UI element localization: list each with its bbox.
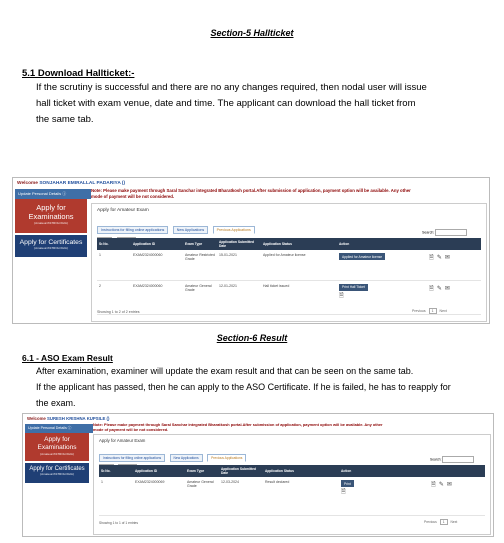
column-header[interactable]: Action [339, 465, 429, 477]
cell-application-id: EXAM2324000060 [131, 250, 183, 280]
column-header[interactable]: Application ID [131, 238, 183, 250]
column-header[interactable]: Action [337, 238, 427, 250]
message-icon[interactable]: ✉ [444, 255, 450, 261]
cell-date: 15-01-2021 [217, 250, 261, 280]
attachment-icon[interactable]: ✎ [438, 482, 444, 488]
apply-examinations-sub: (Amateur/ASTROLOGIA) [34, 221, 68, 225]
update-personal-details-button[interactable]: Update Personal Details ⓘ [15, 189, 91, 199]
paragraph-line: the same tab. [36, 114, 94, 125]
table-footer: Showing 1 to 2 of 2 entries [97, 310, 140, 314]
cell-exam-type: Amateur Restricted Grade [183, 250, 217, 280]
page-1-button[interactable]: 1 [429, 308, 437, 314]
column-header[interactable]: Application Submitted Date [217, 238, 261, 250]
document-icon[interactable]: 🗎 [429, 255, 434, 261]
cell-sr: 2 [97, 280, 131, 314]
document-icon[interactable]: 🗎 [431, 482, 436, 488]
cell-action [337, 250, 427, 280]
tab-previous-applications[interactable]: Previous Applications [207, 454, 246, 462]
paragraph-line: the exam. [36, 398, 76, 408]
tab-new-applications[interactable]: New Applications [173, 226, 208, 234]
attachment-icon[interactable]: ✎ [436, 255, 442, 261]
previous-button[interactable]: Previous [412, 309, 426, 313]
column-header[interactable]: Sr.No. [97, 238, 131, 250]
column-header[interactable]: Exam Type [183, 238, 217, 250]
hallticket-screenshot [12, 177, 490, 324]
section-5-title: Section-5 Hallticket [210, 28, 294, 38]
print-hall-ticket-button[interactable]: Print Hall Ticket [339, 284, 368, 291]
apply-certificates-label: Apply for Certificates [29, 466, 85, 472]
cell-date: 12-03-2024 [219, 477, 263, 515]
action-button[interactable]: Applied for Amateur license [339, 253, 385, 260]
cell-date: 12-01-2021 [217, 280, 261, 314]
next-button[interactable]: Next [439, 309, 447, 313]
section-5-paragraph [36, 80, 427, 128]
result-screenshot [22, 413, 494, 537]
section-6-subheading: 6.1 - ASO Exam Result [22, 353, 113, 363]
cell-sr: 1 [97, 250, 131, 280]
tab-previous-applications[interactable]: Previous Applications [213, 226, 255, 234]
page-1-button[interactable]: 1 [440, 519, 448, 525]
cell-sr: 1 [99, 477, 133, 515]
cell-status: Applied for Amateur license [261, 250, 337, 280]
table-footer: Showing 1 to 1 of 1 entries [99, 521, 139, 525]
message-icon[interactable]: ✉ [446, 482, 452, 488]
pagination [412, 309, 447, 313]
apply-certificates-sub: (Amateur/ASTROLOGIA) [40, 472, 74, 476]
search-input[interactable] [435, 229, 467, 236]
applications-table [97, 238, 481, 315]
next-button[interactable]: Next [450, 520, 458, 524]
apply-certificates-label: Apply for Certificates [19, 239, 83, 246]
previous-button[interactable]: Previous [424, 520, 437, 524]
panel-title: Apply for Amateur Exam [97, 208, 149, 213]
document-icon[interactable]: 🗎 [429, 285, 434, 292]
cell-action [339, 477, 429, 515]
cell-exam-type: Amateur General Grade [183, 280, 217, 314]
column-header[interactable]: Application Status [261, 238, 337, 250]
paragraph-line: If the scrutiny is successful and there are no any changes required, then nodal user will issue [36, 82, 427, 93]
tab-instructions[interactable]: Instructions for filling online applications [97, 226, 168, 234]
table-header [99, 465, 485, 477]
apply-examinations-label: Apply for Examinations [37, 436, 77, 451]
exam-panel [91, 203, 487, 322]
column-header [429, 465, 485, 477]
panel-title: Apply for Amateur Exam [99, 438, 146, 443]
apply-examinations-button[interactable] [15, 199, 87, 233]
welcome-text: Welcome SURESH KRISHNA KUPSILE () [27, 416, 110, 421]
tab-new-applications[interactable]: New Applications [170, 454, 203, 462]
column-header[interactable]: Sr.No. [99, 465, 133, 477]
column-header[interactable]: Application ID [133, 465, 185, 477]
search-label: Search: [430, 457, 442, 462]
search-input[interactable] [442, 456, 474, 463]
exam-panel [93, 434, 491, 535]
search-label: Search: [422, 230, 435, 235]
column-header [427, 238, 481, 250]
user-name: SONJAHAR EMIRALLAL PADARIYA () [39, 181, 126, 186]
table-header [97, 238, 481, 250]
document-icon[interactable]: 🗎 [341, 489, 346, 495]
pagination [424, 520, 457, 524]
message-icon[interactable]: ✉ [444, 285, 450, 292]
apply-certificates-button[interactable] [25, 463, 89, 483]
column-header[interactable]: Application Submitted Date [219, 465, 263, 477]
tab-instructions[interactable]: Instructions for filling online applications [99, 454, 165, 462]
search-box [422, 229, 467, 236]
applications-table [99, 465, 485, 516]
paragraph-line: hall ticket with exam venue, date and time. The applicant can download the hall ticket from [36, 98, 416, 109]
document-icon[interactable]: 🗎 [339, 292, 344, 299]
section-5-subheading: 5.1 Download Hallticket:- [22, 68, 135, 79]
update-personal-details-button[interactable]: Update Personal Details ⓘ [25, 424, 93, 433]
attachment-icon[interactable]: ✎ [436, 285, 442, 292]
column-header[interactable]: Exam Type [185, 465, 219, 477]
paragraph-line: After examination, examiner will update the exam result and that can be seen on the same tab. [36, 366, 414, 376]
cell-status: Hall ticket issued [261, 280, 337, 314]
paragraph-line: If the applicant has passed, then he can apply to the ASO Certificate. If he is failed, he has to reapply for [36, 382, 451, 392]
apply-examinations-button[interactable] [25, 433, 89, 461]
cell-status: Result declared [263, 477, 339, 515]
cell-icons [429, 477, 485, 515]
table-row [97, 250, 481, 280]
apply-examinations-label: Apply for Examinations [28, 203, 74, 221]
section-6-paragraph [36, 363, 451, 411]
user-name: SURESH KRISHNA KUPSILE () [46, 416, 110, 421]
column-header[interactable]: Application Status [263, 465, 339, 477]
print-button[interactable]: Print [341, 480, 354, 487]
apply-certificates-button[interactable] [15, 235, 87, 257]
section-6-title: Section-6 Result [216, 333, 288, 343]
apply-examinations-sub: (Amateur/ASTROLOGIA) [40, 452, 74, 456]
payment-note: Note: Please make payment through Saral Sanchar integrated Bharatkosh portal.After submission of application, payment option will be available. Any other mode of payment will be not considered. [93, 422, 383, 432]
cell-exam-type: Amateur General Grade [185, 477, 219, 515]
cell-application-id: EXAM2324000069 [133, 477, 185, 515]
table-row [99, 477, 485, 515]
payment-note: Note: Please make payment through Saral Sanchar integrated Bharatkosh portal.After submission of application, payment option will be available. Any other mode of payment will be not considered. [91, 188, 411, 199]
apply-certificates-sub: (Amateur/ASTROLOGIA) [34, 246, 68, 250]
cell-icons [427, 250, 481, 280]
cell-application-id: EXAM2324000060 [131, 280, 183, 314]
welcome-text: Welcome SONJAHAR EMIRALLAL PADARIYA () [17, 181, 126, 186]
search-box [430, 456, 474, 463]
